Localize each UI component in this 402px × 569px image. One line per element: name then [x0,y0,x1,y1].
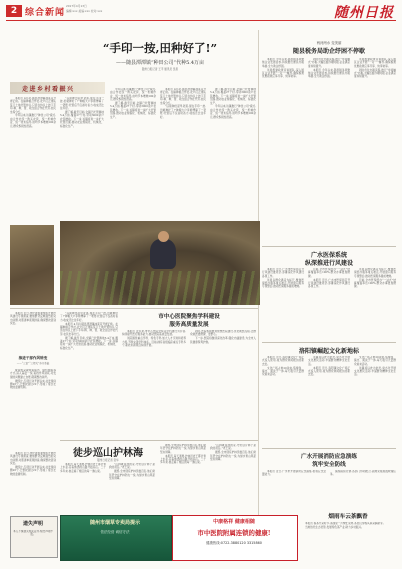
right-bottom-paragraph: 本报讯 近日,广水市开展消防应急演练,检验应急处置能力。 [262,470,326,477]
far-right-bottom-title: 烟雨车云茶飘香 [328,514,368,520]
right-top-paragraph: 同时优化办税流程,推行“非接触式”办税,大幅压缩办理时限,企业满意度持续提升。 [354,68,396,79]
right-mid-title: 广水医保系统 [310,252,347,259]
masthead [0,0,402,30]
bottom-story-title: 徒步巡山护林海 [73,448,143,459]
left-story-paragraph: 据统计,专项行动开展以来,共发现问题26个,已整改到位22个,形成了常态长效的监督机制。 [10,466,56,476]
center-story-paragraph: 本报讯 近年来,市中心医院坚持以学科建设为引领,持续提升医疗服务能力,推动医院高质量发展。 [122,330,186,337]
right-low-paragraph: 该镇将以此为依托,常态化开展文化惠民活动,丰富群众精神文化生活。 [308,356,350,366]
left-story-title: 推进干部作风转变 [18,356,48,360]
right-low-paragraph: 本报讯 近日,洛阳镇文化广场正式投入使用,成为群众休闲娱乐的新去处。 [308,366,350,377]
center-story-paragraph: 同时,医院积极推进智慧医院建设,优化就医流程,让群众就医更便捷、更舒心。 [190,330,256,337]
bottom-story-paragraph: “山林就是我的家,守好这片林子是我的责任。”老王说。 [210,444,256,451]
section-rule [262,342,396,343]
hospital-ad-phone: 健康热线:0722-3880120 3315860 [206,541,262,545]
editors-line: 编辑:xxx 美编:xxx 校对:xxx [66,9,103,13]
right-bottom-title: 广水开展消防应急演练 [301,454,357,460]
right-low-paragraph: 该镇将以此为依托,常态化开展文化惠民活动,丰富群众精神文化生活。 [354,366,396,377]
lead-paragraph: “以前种田起早贪黑,现在手印一按,田就种好了!”种粮大户李师傅算了一笔账:托管后不仅省时省力,收成还比往年好。 [60,97,104,111]
notice-title: 遗失声明 [22,521,43,527]
right-mid-subtitle: 纵深推进行风建设 [304,260,353,267]
bottom-story-paragraph: 据悉,全市现有护林员数百名,他们常年坚守在护林防火一线,为绿水青山筑起坚实屏障。 [210,451,256,462]
kicker-text: 走进乡村看振兴 [22,86,75,93]
date-line: 2017年4月13日 [66,4,87,8]
bottom-story-paragraph: “山林就是我的家,守好这片林子是我的责任。”老王说。 [109,463,155,470]
right-top-paragraph: 该局组建政策宣讲团队,深入园区企业开展“一对一”辅导,确保税费优惠政策应享尽享、快享快享。 [354,58,396,68]
bottom-story-paragraph: 本报讯 每天清晨,护林员老王都会背上水壶,沿着熟悉的山路开始巡山。二十多年来,他走遍了辖区的每一道山梁。 [160,454,206,465]
lead-body-col5 [210,88,256,221]
left-story-paragraph: 本报讯 近日,市纪委监委组织开展作风建设专项督查,聚焦群众反映强烈的突出问题,对照清单逐项排查,确保整改落到实处。 [10,452,56,466]
bottom-story-paragraph: 本报讯 每天清晨,护林员老王都会背上水壶,沿着熟悉的山路开始巡山。二十多年来,他走遍了辖区的每一道山梁。 [60,463,106,473]
right-mid-col3 [354,268,396,340]
bottom-story-col1 [60,463,106,513]
center-story-col2 [190,330,256,438]
lead-body-col1 [10,97,56,221]
right-top-col2 [308,58,350,244]
right-low-paragraph: 本报讯 近日,洛阳镇文化广场正式投入使用,成为群众休闲娱乐的新去处。 [262,356,304,366]
right-mid-paragraph: 该局以群众满意为标尺,聚焦医保经办服务堵点难点,开展窗口服务专项整治,推动医保服务提质增效。 [354,268,396,278]
left-story-paragraph: 据统计,专项行动开展以来,共发现问题26个,已整改到位22个,形成了常态长效的监督机制。 [10,379,56,390]
lead-byline: 随州日报记者 王平 通讯员 吴思 [141,68,179,71]
lead-paragraph: 今年以来,该镇推行“种田公司”模式,由合作社统一购买农资、统一机械作业、统一技术指导,亩均节本增效200余元,群众积极性很高。 [210,105,256,119]
right-top-col3 [354,58,396,244]
right-low-col1 [262,356,304,446]
bottom-story-paragraph: 据悉,全市现有护林员数百名,他们常年坚守在护林防火一线,为绿水青山筑起坚实屏障。 [160,444,206,454]
section-title: 综合新闻 [25,8,66,18]
center-story-title: 市中心医院聚焦学科建设 [158,314,220,320]
right-bottom-paragraph: 演练模拟火情,各部门协同配合,高效完成疏散救援任务。 [330,470,396,477]
left-story-subtitle: ——“三查”“三把关”夯实基础 [16,362,50,365]
right-top-paragraph: 本报讯 今年以来,随县税务局聚焦企业发展需求,持续推出便民办税举措,全力助企纾困。 [262,58,304,68]
bottom-story-paragraph: 据悉,全市现有护林员数百名,他们常年坚守在护林防火一线,为绿水青山筑起坚实屏障。 [109,470,155,481]
column-two-body [60,312,118,438]
right-top-paragraph: 该局组建政策宣讲团队,深入园区企业开展“一对一”辅导,确保税费优惠政策应享尽享、快享快享。 [262,68,304,79]
center-story-subtitle: 服务高质量发展 [169,322,209,328]
right-top-kicker: 两河两水 变美丽 [316,41,342,45]
right-low-paragraph: 文化广场占地20余亩,集健身、演出、阅读于一体,每天吸引大量群众前来活动。 [354,356,396,366]
right-top-paragraph: 同时优化办税流程,推行“非接触式”办税,大幅压缩办理时限,企业满意度持续提升。 [308,58,350,68]
right-top-paragraph: 本报讯 今年以来,随县税务局聚焦企业发展需求,持续推出便民办税举措,全力助企纾困。 [308,68,350,79]
center-story-paragraph: 该院围绕重点学科、特色专科,加大人才引进和培养力度,不断完善学科体系。目前,拥有省级临床重点专科多个,新技术新项目持续开展。 [122,337,186,348]
tobacco-ad-title: 随州市烟草专卖局提示 [89,520,140,526]
bottom-story-subtitle: 随州日报记者 张华 [97,459,119,462]
right-bottom-col2 [330,470,396,510]
right-mid-paragraph: 本报讯 近日,广水市医保局召开行风建设推进会,部署深化作风建设各项工作。 [262,268,304,278]
right-bottom-col1 [262,470,326,510]
lead-photo [60,221,260,305]
right-mid-col1 [262,268,304,340]
photo-seedlings [60,271,260,305]
lead-paragraph: 今年以来,该镇推行“种田公司”模式,由合作社统一购买农资、统一机械作业、统一技术指导,亩均节本增效200余元,群众积极性很高。 [110,88,156,102]
section-rule [262,448,396,449]
left-story-paragraph: 督查组采取明查暗访、随机抽查等方式,深入基层一线,查找作风顽疾,对发现的问题建立台账,限期整改销号。 [10,369,56,379]
left-story-body-2 [10,452,56,512]
left-story-body [10,369,56,449]
right-mid-paragraph: 该局以群众满意为标尺,聚焦医保经办服务堵点难点,开展窗口服务专项整治,推动医保服务提质增效。 [262,278,304,289]
hospital-ad-slogan: 中康格祥 健康相随 [213,519,255,525]
section-rule [60,440,258,441]
lead-subtitle: ——随县潭潭镇“种田公司”代种5.4万亩 [115,60,205,66]
right-low-col3 [354,356,396,446]
lead-body-col3 [110,88,156,221]
section-rule [262,246,396,247]
right-low-col2 [308,356,350,446]
lead-paragraph: 今年以来,该镇推行“种田公司”模式,由合作社统一购买农资、统一机械作业、统一技术指导,亩均节本增效200余元,群众积极性很高。 [10,114,56,128]
lead-paragraph: “以前种田起早贪黑,现在手印一按,田就种好了!”种粮大户李师傅算了一笔账:托管后不仅省时省力,收成还比往年好。 [160,105,206,119]
left-story-paragraph: 本报讯 近日,市纪委监委组织开展作风建设专项督查,聚焦群众反映强烈的突出问题,对照清单逐项排查,确保整改落到实处。 [10,312,56,326]
lead-paragraph: 本报讯 4月初,随县潭潭镇油菜花开得正艳。在镇种植合作社,农户们正排队签订土地托管协议,只需在协议上按下手印,耕、种、管、收全由合作社代劳,农民坐等分红。 [60,322,118,336]
lead-paragraph: 据了解,截至目前,全镇已托管耕地5.4万亩,覆盖27个村,带动3000余户农民增收。下一步,该镇将进一步扩大托管范围,推动农业规模化、机械化、标准化生产。 [110,102,156,119]
right-mid-col2 [308,268,350,340]
lead-paragraph: 本报讯 4月初,随县潭潭镇油菜花开得正艳。在镇种植合作社,农户们正排队签订土地托管协议,只需在协议上按下手印,耕、种、管、收全由合作社代劳,农民坐等分红。 [10,97,56,114]
lead-paragraph: 据了解,截至目前,全镇已托管耕地5.4万亩,覆盖27个村,带动3000余户农民增收。下一步,该镇将进一步扩大托管范围,推动农业规模化、机械化、标准化生产。 [60,111,104,128]
lead-paragraph: 据了解,截至目前,全镇已托管耕地5.4万亩,覆盖27个村,带动3000余户农民增收。下一步,该镇将进一步扩大托管范围,推动农业规模化、机械化、标准化生产。 [60,336,118,350]
right-bottom-subtitle: 筑牢安全防线 [312,462,346,468]
center-story-paragraph: 下一步,医院将继续深化改革,强化内涵建设,为全市人民健康保驾护航。 [190,337,256,344]
lead-paragraph: 据了解,截至目前,全镇已托管耕地5.4万亩,覆盖27个村,带动3000余户农民增收。下一步,该镇将进一步扩大托管范围,推动农业规模化、机械化、标准化生产。 [210,88,256,105]
far-right-bottom-body [300,522,396,562]
page-number: 2 [10,6,18,16]
photo-person-head [158,231,169,242]
bottom-story-col4 [210,444,256,512]
right-mid-paragraph: 本报讯 近日,广水市医保局召开行风建设推进会,部署深化作风建设各项工作。 [308,278,350,289]
lead-title: “手印一按,田种好了!” [102,41,218,55]
right-top-col1 [262,58,304,244]
hospital-ad-title: 市中医院附属连锁的健康! [197,529,271,537]
left-story-intro [10,312,56,354]
lead-paragraph: 本报讯 4月初,随县潭潭镇油菜花开得正艳。在镇种植合作社,农户们正排队签订土地托管协议,只需在协议上按下手印,耕、种、管、收全由合作社代劳,农民坐等分红。 [160,88,206,105]
paper-logo: 随州日报 [334,5,394,21]
lead-paragraph: “以前种田起早贪黑,现在手印一按,田就种好了!”种粮大户李师傅算了一笔账:托管后不仅省时省力,收成还比往年好。 [60,312,118,322]
right-mid-paragraph: 目前,全市医保经办“一站式”结算覆盖率达100%,群众办事更加便捷。 [308,268,350,278]
notice-body: 本人不慎遗失相关证件,特此声明作废。 [13,530,53,537]
far-right-bottom-paragraph: 当地依托生态优势,发展特色茶产业,助力乡村振兴。 [305,525,364,529]
lead-body-col4 [160,88,206,221]
bottom-story-col3 [160,444,206,512]
far-right-bottom-paragraph: 本报讯 春茶开采时节,茶园里一片繁忙景象,茶农们穿梭其间采摘新芽。 [305,522,386,525]
masthead-rule [6,20,396,21]
tobacco-ad-body: 依法经营 诚信守法 [100,530,130,534]
section-rule [10,308,258,309]
right-top-title: 随县税务局助企纾困不停歇 [292,48,365,55]
bottom-story-col2 [109,463,155,513]
right-low-paragraph: 文化广场占地20余亩,集健身、演出、阅读于一体,每天吸引大量群众前来活动。 [262,366,304,377]
right-low-title: 洛阳镇崛起文化新地标 [298,348,359,355]
lead-photo-side [10,225,54,305]
center-story-col1 [122,330,186,438]
photo-person [150,239,176,269]
lead-body-col2 [60,97,104,221]
right-mid-paragraph: 目前,全市医保经办“一站式”结算覆盖率达100%,群众办事更加便捷。 [354,278,396,289]
